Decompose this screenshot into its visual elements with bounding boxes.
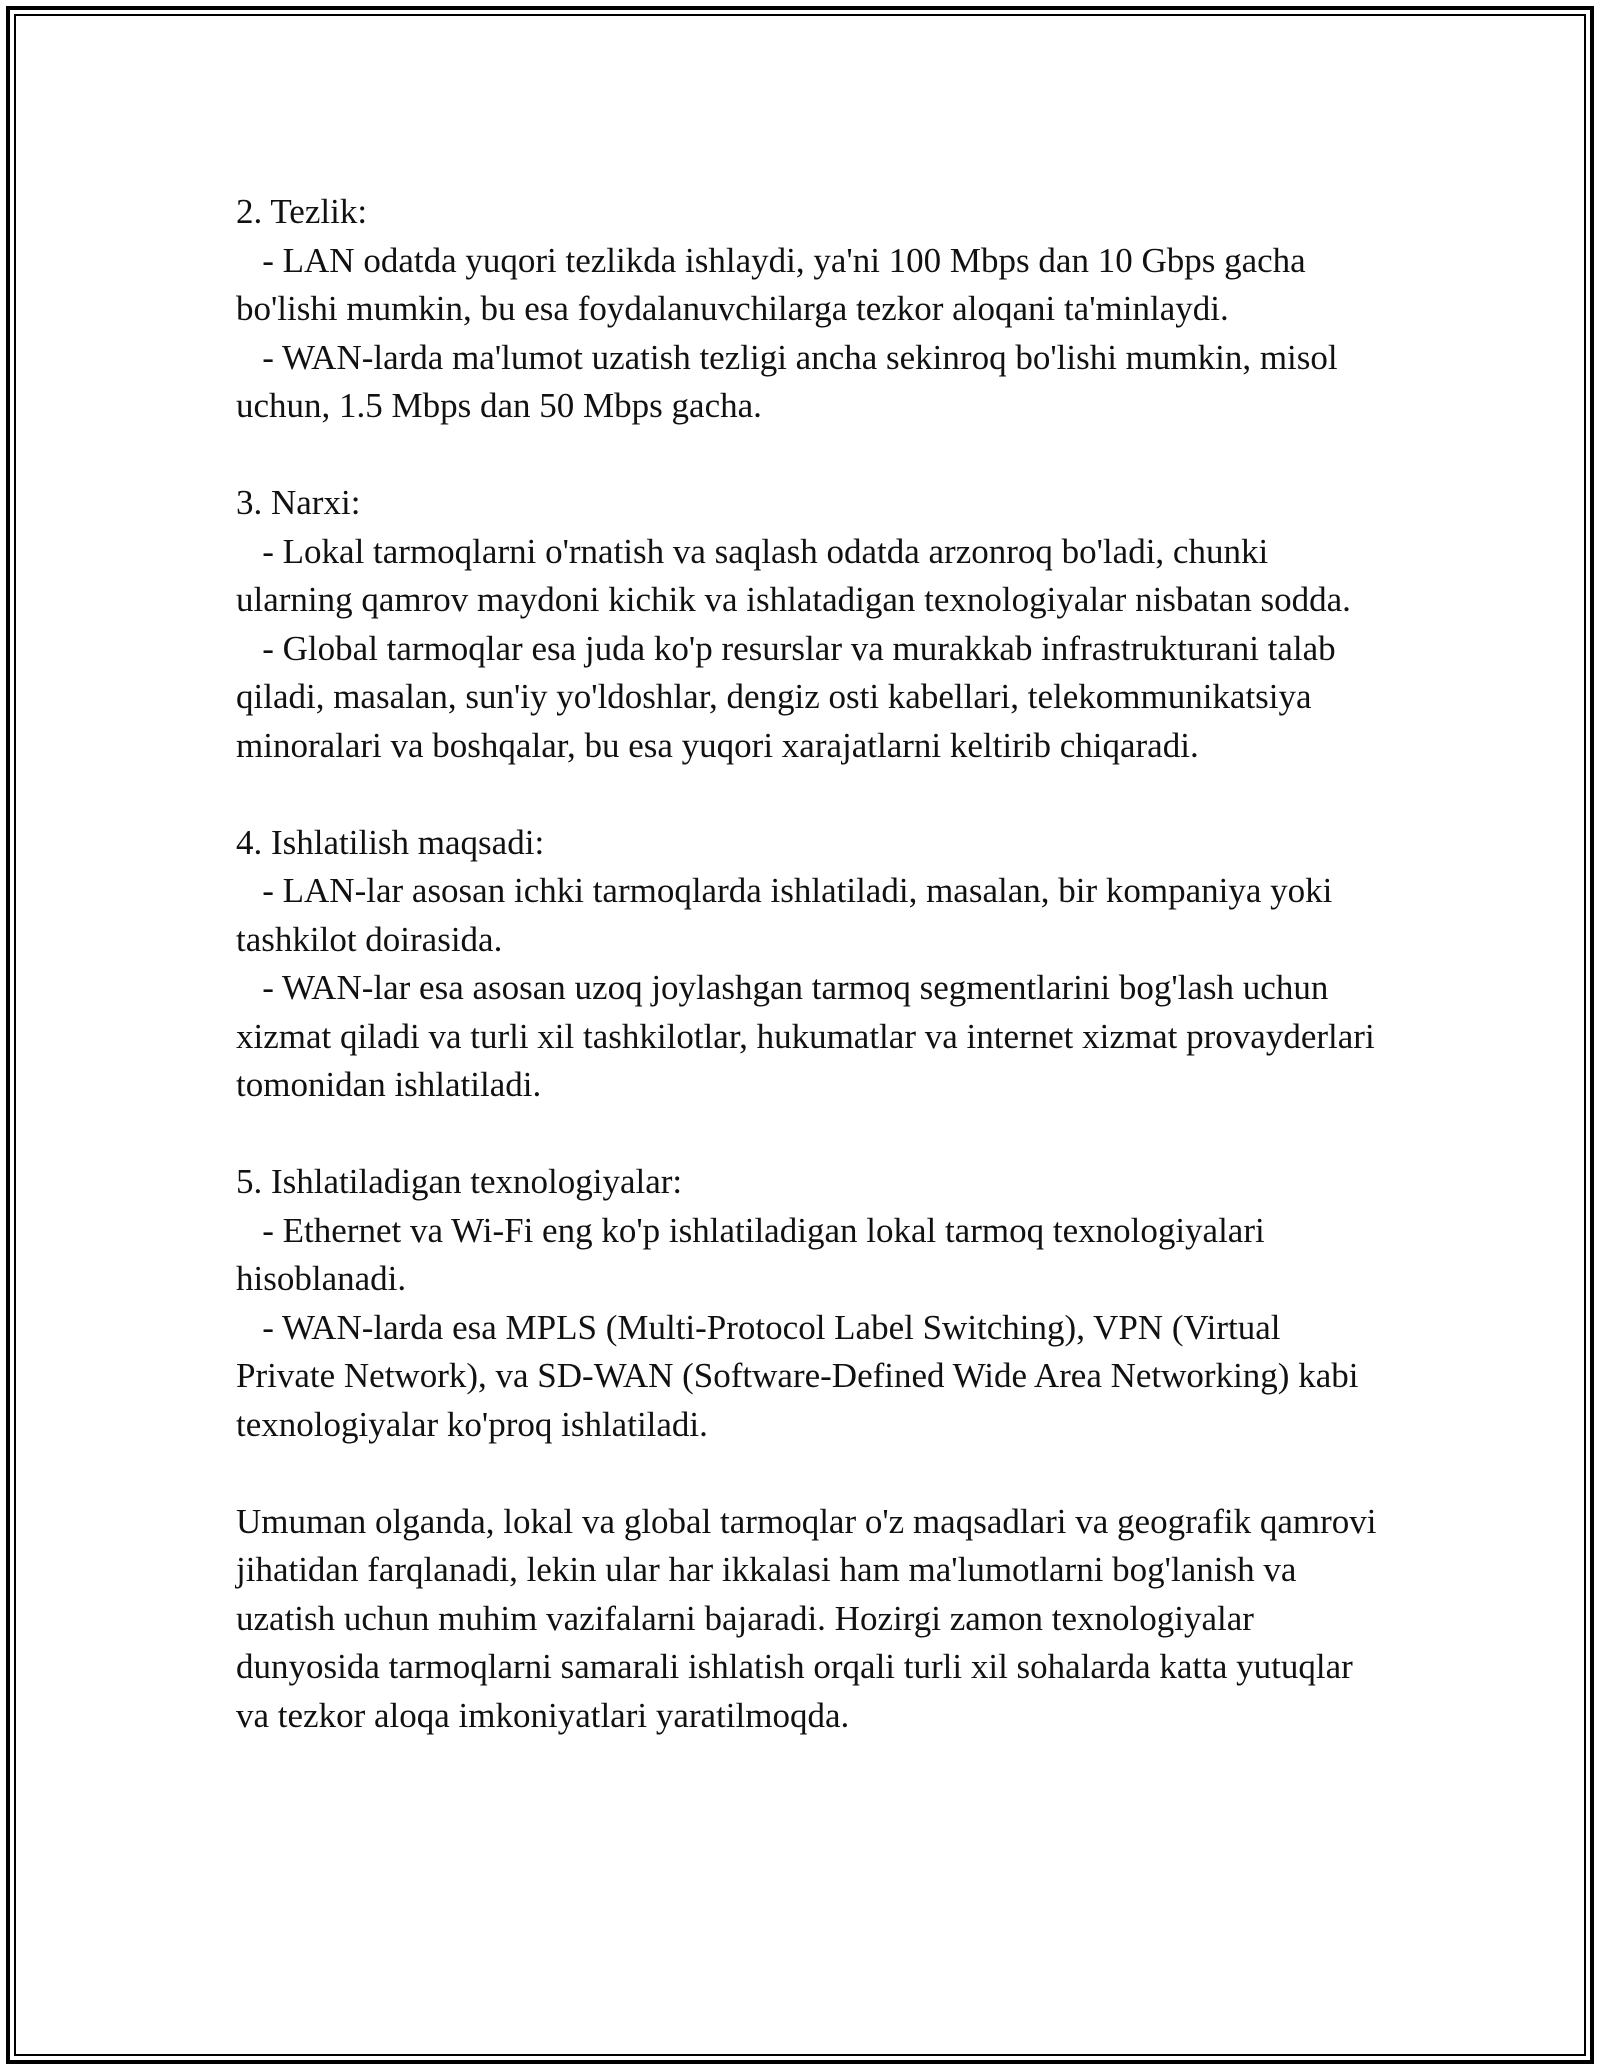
conclusion-paragraph: Umuman olganda, lokal va global tarmoqlar o'z maqsadlari va geografik qamrovi jihatidan farqlanadi, lekin ular har ikkalasi ham ma'lumotlarni bog'lanish va uzatish uchun muhim vazifalarni bajaradi. Hozirgi zamon texnologiyalar dunyosida tarmoqlarni samarali ishlatish orqali turli xil sohalarda katta yutuqlar va tezkor aloqa imkoniyatlari yaratilmoqda. (236, 1501, 1377, 1735)
section-item: - Ethernet va Wi-Fi eng ko'p ishlatiladigan lokal tarmoq texnologiyalari hisoblanadi. (236, 1210, 1274, 1298)
section-item: - WAN-larda esa MPLS (Multi-Protocol Label Switching), VPN (Virtual Private Network), va SD-WAN (Software-Defined Wide Area Networking) kabi texnologiyalar ko'proq ishlatiladi. (236, 1307, 1368, 1444)
section-item: - Global tarmoqlar esa juda ko'p resurslar va murakkab infrastrukturani talab qiladi, masalan, sun'iy yo'ldoshlar, dengiz osti kabellari, telekommunikatsiya minoralari va boshqalar, bu esa yuqori xarajatlarni keltirib chiqaradi. (236, 628, 1345, 765)
section-heading: 2. Tezlik: (236, 192, 368, 231)
section-purpose (236, 819, 1386, 1110)
section-technologies (236, 1158, 1386, 1449)
section-item: - WAN-lar esa asosan uzoq joylashgan tarmoq segmentlarini bog'lash uchun xizmat qiladi va turli xil tashkilotlar, hukumatlar va internet xizmat provayderlari tomonidan ishlatiladi. (236, 968, 1384, 1104)
section-item: - WAN-larda ma'lumot uzatish tezligi ancha sekinroq bo'lishi mumkin, misol uchun, 1.5 Mbps dan 50 Mbps gacha. (236, 337, 1347, 425)
section-heading: 4. Ishlatilish maqsadi: (236, 822, 545, 862)
section-item: - Lokal tarmoqlarni o'rnatish va saqlash odatda arzonroq bo'ladi, chunki ularning qamrov maydoni kichik va ishlatadigan texnologiyalar nisbatan sodda. (236, 531, 1351, 619)
section-price (236, 479, 1386, 770)
section-item: - LAN odatda yuqori tezlikda ishlaydi, ya'ni 100 Mbps dan 10 Gbps gacha bo'lishi mumkin, bu esa foydalanuvchilarga tezkor aloqani ta'minlaydi. (236, 240, 1315, 328)
document-body (236, 188, 1386, 1740)
section-speed (236, 188, 1386, 431)
section-item: - LAN-lar asosan ichki tarmoqlarda ishlatiladi, masalan, bir kompaniya yoki tashkilot doirasida. (236, 871, 1342, 959)
section-heading: 3. Narxi: (236, 483, 361, 522)
section-heading: 5. Ishlatiladigan texnologiyalar: (236, 1162, 683, 1201)
